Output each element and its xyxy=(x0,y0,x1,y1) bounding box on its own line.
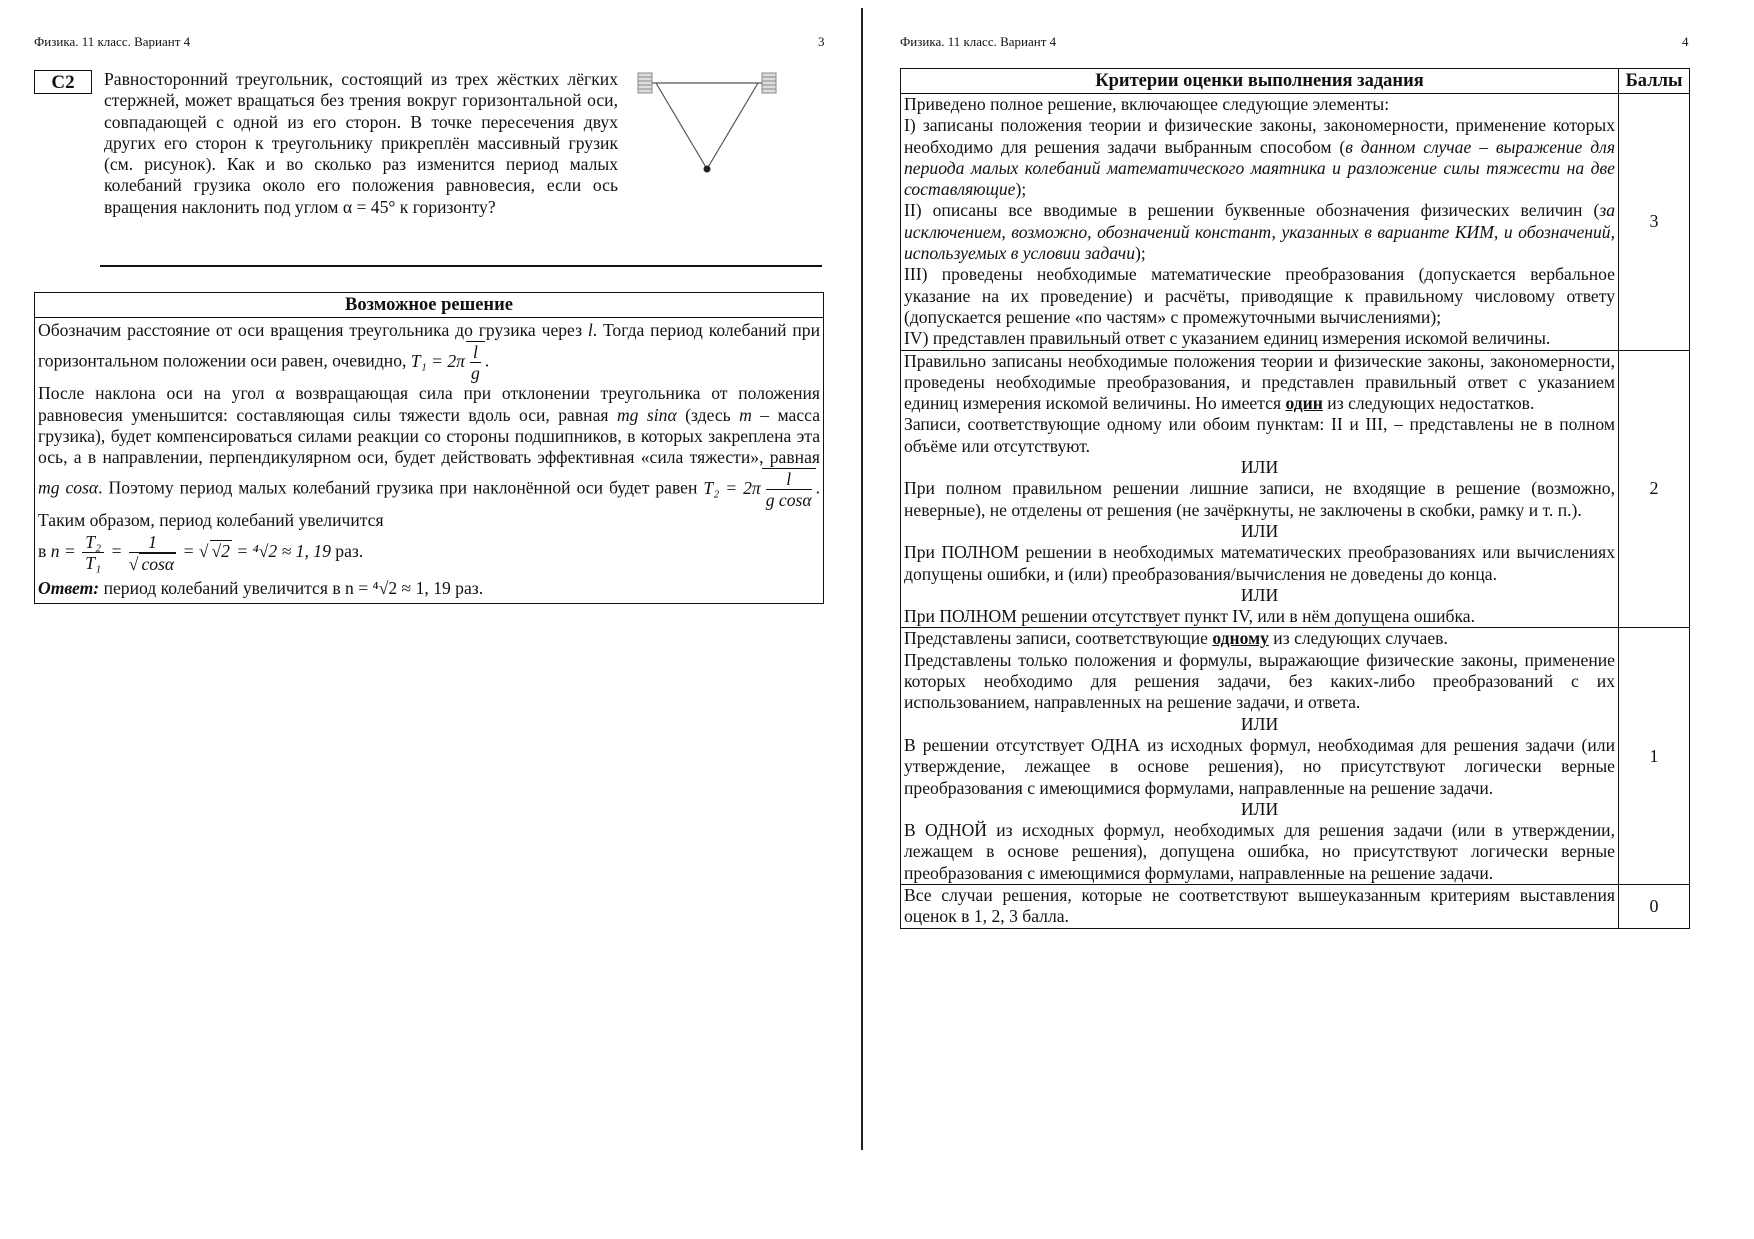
solution-paragraph-1: Обозначим расстояние от оси вращения треугольника до грузика через l. Тогда период колебаний при горизонтальном положении оси равен, очевидно, T₁ = 2π $\frac{l}{g}$ . xyxy=(38,320,820,384)
formula-t2: T₂ = 2π $\frac{l}{\text{g cosα}}$ xyxy=(703,478,815,498)
criteria-row-2: Правильно записаны необходимые положения теории и физические законы, закономерности, проведены необходимые преобразования, и представлен правильный ответ с указанием единиц измерения искомой величины. Но имеется один из следующих недостатков. Записи, соответствующие одному или обоим пунктам: II и III, – представлены не в полном объёме или отсутствуют. ИЛИ При полном правильном решении лишние записи, не входящие в решение (возможно, неверные), не отделены от решения (не зачёркнуты, не заключены в скобки, рамку и т. п.). ИЛИ При ПОЛНОМ решении в необходимых математических преобразованиях или вычислениях допущены ошибки, и (или) преобразования/вычисления не доведены до конца. ИЛИ При ПОЛНОМ решении отсутствует пункт IV, или в нём допущена ошибка. 2 xyxy=(901,350,1690,628)
criteria-row-1: Представлены записи, соответствующие одному из следующих случаев. Представлены только положения и формулы, выражающие физические законы, применение которых необходимо для решения задачи, без каких-либо преобразований с их использованием, направленных на решение задачи, и ответа. ИЛИ В решении отсутствует ОДНА из исходных формул, необходимая для решения задачи (или утверждение, лежащее в основе решения), но присутствуют логически верные преобразования с имеющимися формулами, направленные на решение задачи. ИЛИ В ОДНОЙ из исходных формул, необходимых для решения задачи (или в утверждении, лежащем в основе решения), допущена ошибка, но присутствуют логически верные преобразования с имеющимися формулами, направленные на решение задачи. 1 xyxy=(901,628,1690,885)
triangle-side-right xyxy=(707,83,758,169)
task-statement xyxy=(104,69,824,218)
formula-ratio: n = $\frac{\text{T₂}}{\text{T₁}}$ = $\frac{1}{√ \cos\alpha}$ = √ √2 = ⁴√2 ≈ 1, 19 xyxy=(50,531,331,574)
solution-paragraph-3: в n = $\frac{\text{T₂}}{\text{T₁}}$ = $\frac{1}{√ \cos\alpha}$ = √ √2 = ⁴√2 ≈ 1, 19 раз. xyxy=(38,531,364,574)
triangle-figure xyxy=(634,69,824,179)
solution-paragraph-2: После наклона оси на угол α возвращающая сила при отклонении треугольника от положения равновесия уменьшится: составляющая силы тяжести вдоль оси, равная mg sinα (здесь m – масса грузика), будет компенсироваться силами реакции со стороны подшипников, в которых закреплена эта ось, а в направлении, перпендикулярном оси, будет действовать эффективная «сила тяжести», равная mg cosα. Поэтому период малых колебаний грузика при наклонённой оси будет равен T₂ = 2π $\frac{l}{\text{g cosα}}$ . Таким образом, период колебаний увеличится xyxy=(38,383,821,531)
criteria-header-row xyxy=(901,69,1690,94)
points-1: 1 xyxy=(1619,628,1690,885)
triangle-side-left xyxy=(656,83,707,169)
points-2: 2 xyxy=(1619,350,1690,628)
left-page-number: 3 xyxy=(818,34,825,49)
criteria-column-header: Критерии оценки выполнения задания xyxy=(901,69,1619,94)
solution-box xyxy=(34,292,824,604)
task-id-badge: C2 xyxy=(34,70,92,94)
criteria-table xyxy=(900,68,1690,929)
points-column-header: Баллы xyxy=(1619,69,1690,94)
points-3: 3 xyxy=(1619,94,1690,351)
left-page-header: Физика. 11 класс. Вариант 4 xyxy=(34,34,191,49)
right-page-number: 4 xyxy=(1682,34,1689,49)
solution-title: Возможное решение xyxy=(35,293,823,318)
weight-bob xyxy=(704,166,711,173)
criteria-row-0: Все случаи решения, которые не соответствуют вышеуказанным критериям выставления оценок в 1, 2, 3 балла. 0 xyxy=(901,884,1690,928)
solution-answer: Ответ: период колебаний увеличится в n = ⁴√2 ≈ 1, 19 раз. xyxy=(38,577,484,598)
solution-body xyxy=(35,318,823,603)
axis-bearing-left xyxy=(638,73,652,93)
page-divider xyxy=(861,8,863,1150)
axis-bearing-right xyxy=(762,73,776,93)
formula-t1: T₁ = 2π $\frac{l}{g}$ xyxy=(411,351,485,371)
task-separator xyxy=(100,265,822,267)
points-0: 0 xyxy=(1619,884,1690,928)
right-page-header: Физика. 11 класс. Вариант 4 xyxy=(900,34,1057,49)
task-text: Равносторонний треугольник, состоящий из трех жёстких лёгких стержней, может вращаться без трения вокруг горизонтальной оси, совпадающей с одной из его сторон. В точке пересечения двух других его сторон к треугольнику прикреплён массивный грузик (см. рисунок). Как и во сколько раз изменится период малых колебаний грузика около его положения равновесия, если ось вращения наклонить под углом α = 45° к горизонту? xyxy=(104,69,618,217)
criteria-row-3: Приведено полное решение, включающее следующие элементы: I) записаны положения теории и физические законы, закономерности, применение которых необходимо для решения задачи выбранным способом (в данном случае – выражение для периода малых колебаний математического маятника и разложение силы тяжести на две составляющие); II) описаны все вводимые в решении буквенные обозначения физических величин (за исключением, возможно, обозначений констант, указанных в варианте КИМ, и обозначений, используемых в условии задачи); III) проведены необходимые математические преобразования (допускается вербальное указание на их проведение) и расчёты, приводящие к правильному числовому ответу (допускается решение «по частям» с промежуточными вычислениями); IV) представлен правильный ответ с указанием единиц измерения искомой величины. 3 xyxy=(901,94,1690,351)
